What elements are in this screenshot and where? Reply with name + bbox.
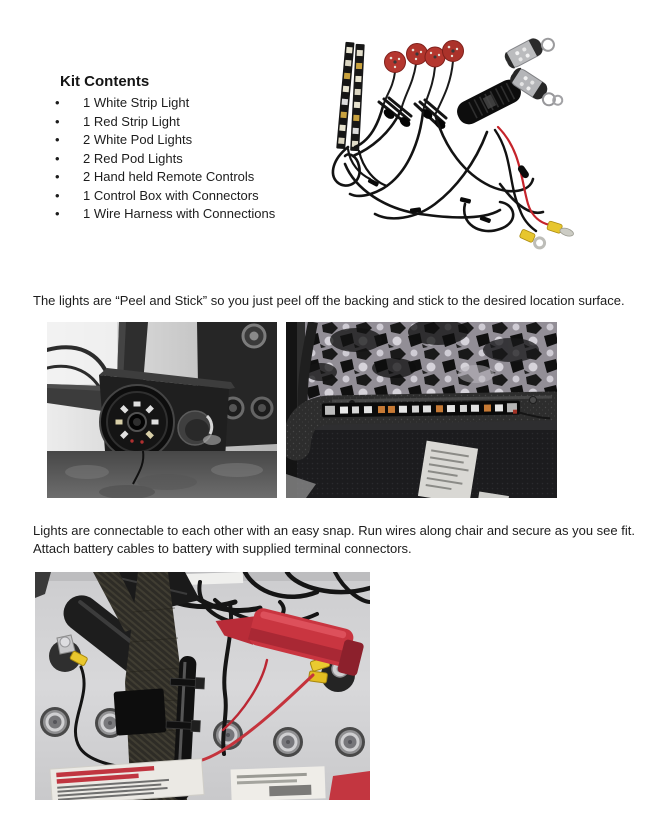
kit-contents-item: • 1 White Strip Light bbox=[55, 94, 275, 113]
wire-harness-illustration bbox=[333, 106, 543, 231]
peel-and-stick-paragraph: The lights are “Peel and Stick” so you just peel off the backing and stick to the desired location surface. bbox=[33, 293, 625, 308]
connect-paragraph bbox=[33, 522, 643, 557]
kit-components-photo bbox=[315, 14, 645, 260]
kit-contents-heading: Kit Contents bbox=[60, 73, 150, 90]
battery-connection-photo bbox=[35, 572, 370, 800]
connect-paragraph-line2: Attach battery cables to battery with supplied terminal connectors. bbox=[33, 540, 412, 556]
strip-light-mounted-photo bbox=[286, 322, 557, 498]
battery-brand-label bbox=[231, 766, 326, 800]
kit-contents-list bbox=[55, 94, 275, 224]
pod-light-mounted-photo bbox=[47, 322, 277, 498]
kit-contents-item: • 2 Hand held Remote Controls bbox=[55, 168, 275, 187]
kit-contents-item: • 1 Control Box with Connectors bbox=[55, 187, 275, 206]
strip-light-illustrations bbox=[336, 42, 364, 151]
kit-contents-item: • 2 White Pod Lights bbox=[55, 131, 275, 150]
kit-contents-item: • 1 Wire Harness with Connections bbox=[55, 205, 275, 224]
connect-paragraph-line1: Lights are connectable to each other with an easy snap. Run wires along chair and secure as you see fit. bbox=[33, 523, 635, 538]
pod-light-face bbox=[100, 385, 174, 459]
power-wire-illustrations bbox=[495, 127, 550, 231]
kit-contents-item: • 2 Red Pod Lights bbox=[55, 150, 275, 169]
kit-contents-item: • 1 Red Strip Light bbox=[55, 113, 275, 132]
